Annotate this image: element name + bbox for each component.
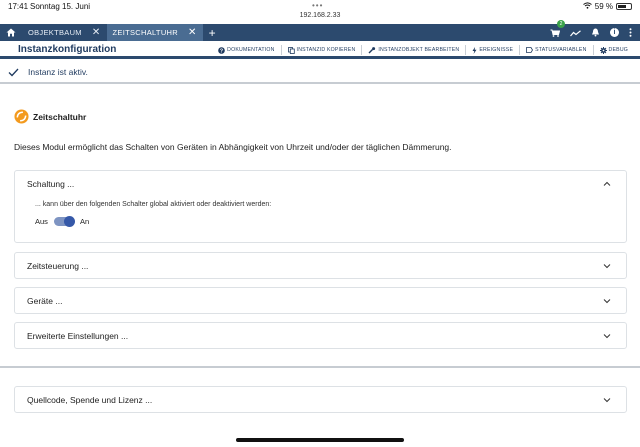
panel-quellcode-lizenz[interactable] [14,386,627,413]
more-vertical-icon [629,28,632,37]
cart-icon [550,29,560,37]
header-actions [212,45,634,55]
panel-title: Quellcode, Spende und Lizenz ... [27,395,153,405]
documentation-button[interactable] [212,45,280,55]
home-icon [6,28,16,37]
ios-home-indicator[interactable] [236,438,404,442]
activation-toggle[interactable] [54,217,74,226]
panel-header[interactable] [15,323,626,349]
system-indicators [583,2,632,11]
chevron-down-icon[interactable] [602,261,612,271]
wifi-icon [583,2,592,11]
off-label: Aus [35,217,48,226]
panel-title: Erweiterte Einstellungen ... [27,331,129,341]
events-button[interactable] [465,45,519,55]
clock-date: Sonntag 15. Juni [30,2,91,11]
activation-switch-row [35,217,626,226]
page-title: Instanzkonfiguration [18,44,117,55]
action-label: STATUSVARIABLEN [535,47,587,53]
action-label: INSTANZID KOPIEREN [296,47,356,53]
module-title: Zeitschaltuhr [33,112,87,122]
address-url[interactable]: 192.168.2.33 [299,12,341,19]
notification-badge: 2 [557,20,565,28]
panel-title: Geräte ... [27,296,63,306]
lightning-icon [472,47,477,54]
bell-icon [591,28,600,37]
svg-text:?: ? [219,47,224,54]
close-icon[interactable]: ✕ [187,26,197,38]
panel-header[interactable] [15,253,626,279]
cart-button[interactable] [550,20,563,42]
action-label: DEBUG [608,47,628,53]
edit-instance-object-button[interactable] [361,45,465,55]
panel-title: Schaltung ... [27,179,75,189]
tab-objektbaum[interactable] [22,24,107,41]
more-button[interactable] [629,24,632,42]
toggle-knob [64,216,75,227]
copy-instance-id-button[interactable] [281,45,362,55]
panel-header[interactable] [15,387,626,413]
section-divider [0,366,640,368]
close-icon[interactable]: ✕ [91,26,101,38]
chevron-up-icon[interactable] [602,179,612,189]
info-icon[interactable]: i [610,28,619,37]
panel-geraete[interactable] [14,287,627,314]
browser-menu-dots[interactable]: ••• [312,1,324,10]
action-label: DOKUMENTATION [227,47,275,53]
chevron-down-icon[interactable] [602,296,612,306]
chart-button[interactable] [570,24,581,42]
chevron-down-icon[interactable] [602,395,612,405]
copy-icon [288,47,295,54]
battery-icon [616,3,632,10]
home-button[interactable] [0,24,22,41]
help-icon [218,47,225,54]
panel-schaltung [14,170,627,243]
add-tab-button[interactable]: + [208,25,216,40]
tab-label: OBJEKTBAUM [28,28,82,37]
notifications-button[interactable] [591,24,600,42]
panel-header[interactable] [15,171,626,197]
on-label: An [79,217,90,226]
action-label: INSTANZOBJEKT BEARBEITEN [378,47,460,53]
panel-zeitsteuerung[interactable] [14,252,627,279]
panel-header[interactable] [15,288,626,314]
debug-button[interactable] [593,45,634,55]
trend-icon [570,30,581,37]
wrench-icon [368,47,376,54]
tab-bar [0,20,640,41]
zeitschaltuhr-logo-icon [14,109,29,124]
panel-title: Zeitsteuerung ... [27,261,89,271]
tab-label: ZEITSCHALTUHR [112,28,178,37]
toolbar-icons [550,20,632,41]
instance-status-bar [0,62,640,84]
chevron-down-icon[interactable] [602,331,612,341]
tab-zeitschaltuhr[interactable] [107,24,203,41]
panel-erweiterte-einstellungen[interactable] [14,322,627,349]
ios-status-bar [0,0,640,24]
panel-body [15,201,626,226]
tag-icon [526,47,533,53]
status-variables-button[interactable] [519,45,592,55]
schaltung-description: ... kann über den folgenden Schalter global aktiviert oder deaktiviert werden: [35,201,272,208]
page-header [0,41,640,59]
action-label: EREIGNISSE [479,47,514,53]
module-description: Dieses Modul ermöglicht das Schalten von Geräten in Abhängigkeit von Uhrzeit und/oder der täglichen Dämmerung. [14,142,452,152]
gear-icon [600,47,607,54]
clock-time: 17:41 [8,2,29,11]
status-text: Instanz ist aktiv. [28,67,88,77]
checkmark-icon [8,68,19,77]
battery-percent: 59 % [594,2,613,11]
